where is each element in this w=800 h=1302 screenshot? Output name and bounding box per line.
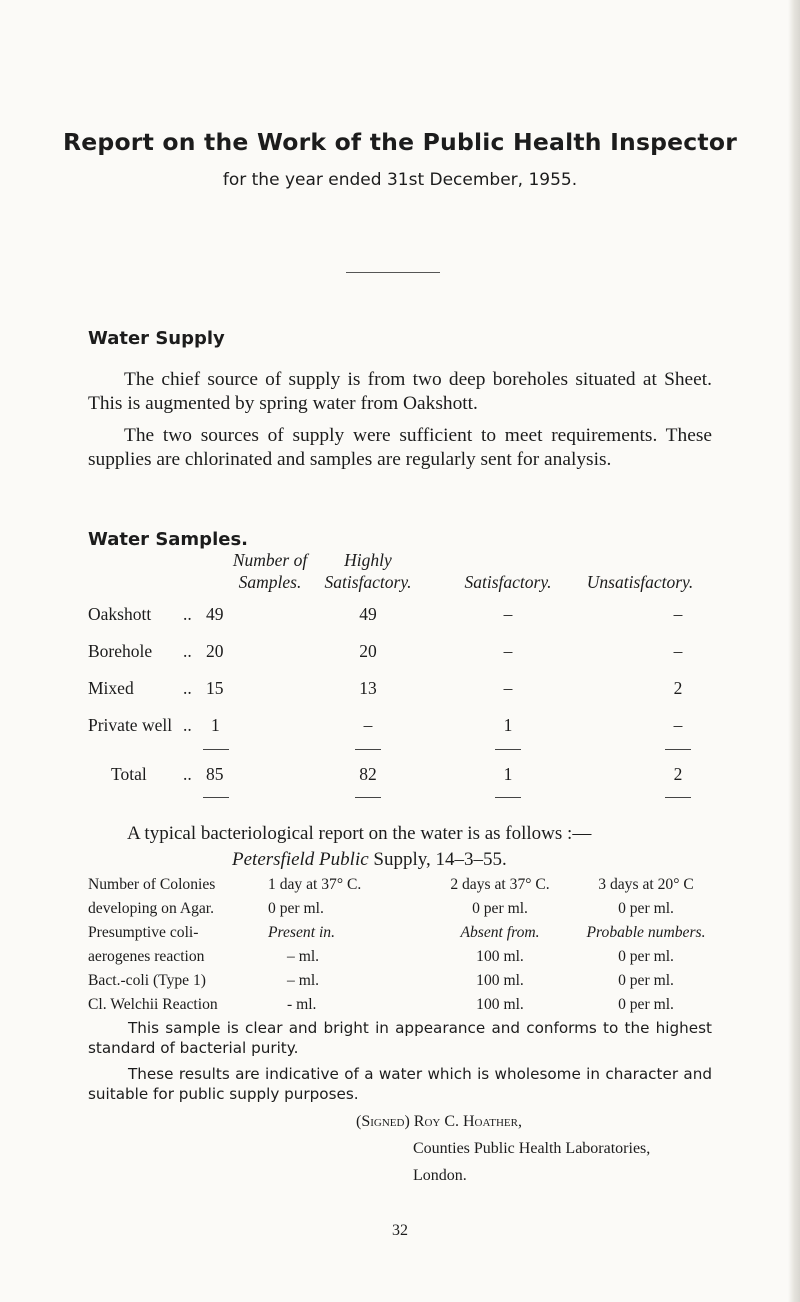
signature-organization: Counties Public Health Laboratories, xyxy=(413,1140,651,1157)
bact-col1: 1 day at 37° C. xyxy=(268,876,362,893)
bact-col1: Present in. xyxy=(268,924,335,941)
total-highly: 82 xyxy=(359,764,377,784)
bacteriology-source xyxy=(232,849,507,871)
water-supply-paragraph-1 xyxy=(88,368,712,416)
row-number: 49 xyxy=(206,604,224,624)
bact-col3: 0 per ml. xyxy=(618,972,674,989)
conclusion-paragraph-2-text: These results are indicative of a water which is wholesome in character and suitable for public supply purposes. xyxy=(88,1065,712,1103)
row-satisfactory: – xyxy=(503,641,513,661)
total-rule xyxy=(355,797,381,798)
bact-col2: 2 days at 37° C. xyxy=(450,876,550,893)
bact-col2: Absent from. xyxy=(460,924,540,941)
bact-col1: – ml. xyxy=(287,948,320,965)
total-number: 85 xyxy=(206,764,224,784)
page-edge-shadow xyxy=(788,0,800,1302)
bact-col3: 0 per ml. xyxy=(618,900,674,917)
bact-label: Number of Colonies xyxy=(88,876,216,893)
page-subtitle: for the year ended 31st December, 1955. xyxy=(222,170,578,190)
row-number: 1 xyxy=(211,715,220,735)
bact-col3: Probable numbers. xyxy=(586,924,706,941)
total-satisfactory: 1 xyxy=(503,764,513,784)
conclusion-paragraph-1 xyxy=(88,1018,712,1058)
signature-city: London. xyxy=(413,1167,467,1184)
bact-col3: 3 days at 20° C xyxy=(598,876,694,893)
row-dots: .. xyxy=(183,678,192,698)
total-dots: .. xyxy=(183,764,192,784)
total-rule xyxy=(203,797,229,798)
water-supply-paragraph-2-text: The two sources of supply were sufficient to meet requirements. These supplies are chlorinated and samples are regularly sent for analysis. xyxy=(88,425,712,470)
col-header-number-line1: Number of xyxy=(232,550,308,570)
total-rule xyxy=(495,749,521,750)
signature-name: (Signed) Roy C. Hoather, xyxy=(356,1113,522,1130)
page-number: 32 xyxy=(392,1222,408,1239)
water-supply-paragraph-1-text: The chief source of supply is from two deep boreholes situated at Sheet. This is augmented by spring water from Oakshott. xyxy=(88,369,712,414)
bact-col2: 100 ml. xyxy=(476,996,524,1013)
total-rule xyxy=(665,749,691,750)
title-divider xyxy=(346,272,440,273)
total-unsatisfactory: 2 xyxy=(673,764,683,784)
bact-col2: 0 per ml. xyxy=(472,900,528,917)
bact-col1: – ml. xyxy=(287,972,320,989)
row-satisfactory: 1 xyxy=(503,715,513,735)
water-supply-heading: Water Supply xyxy=(88,328,225,349)
col-header-highly-line1: Highly xyxy=(344,550,392,570)
water-samples-heading: Water Samples. xyxy=(88,529,248,550)
row-number: 20 xyxy=(206,641,224,661)
page-title: Report on the Work of the Public Health Inspector xyxy=(63,128,737,156)
bacteriology-source-rest: Supply, 14–3–55. xyxy=(373,849,507,870)
row-highly: – xyxy=(363,715,373,735)
row-dots: .. xyxy=(183,715,192,735)
bact-label: Cl. Welchii Reaction xyxy=(88,996,218,1013)
col-header-highly-line2: Satisfactory. xyxy=(324,572,412,592)
total-rule xyxy=(495,797,521,798)
col-header-satisfactory: Satisfactory. xyxy=(464,572,552,592)
total-rule xyxy=(355,749,381,750)
row-highly: 13 xyxy=(359,678,377,698)
row-highly: 20 xyxy=(359,641,377,661)
col-header-number-line2: Samples. xyxy=(238,572,302,592)
bact-col3: 0 per ml. xyxy=(618,948,674,965)
row-label: Mixed xyxy=(88,678,134,698)
row-satisfactory: – xyxy=(503,678,513,698)
water-supply-paragraph-2 xyxy=(88,424,712,472)
row-label: Borehole xyxy=(88,641,153,661)
row-unsatisfactory: 2 xyxy=(673,678,683,698)
total-rule xyxy=(665,797,691,798)
bact-col2: 100 ml. xyxy=(476,972,524,989)
bact-label: aerogenes reaction xyxy=(88,948,205,965)
row-label: Oakshott xyxy=(88,604,152,624)
bact-col1: - ml. xyxy=(287,996,317,1013)
bact-col3: 0 per ml. xyxy=(618,996,674,1013)
row-label: Private well xyxy=(88,715,173,735)
row-dots: .. xyxy=(183,604,192,624)
total-label: Total xyxy=(111,764,147,784)
col-header-unsatisfactory: Unsatisfactory. xyxy=(586,572,694,592)
row-number: 15 xyxy=(206,678,224,698)
row-unsatisfactory: – xyxy=(673,715,683,735)
bacteriology-source-italic: Petersfield Public xyxy=(232,849,369,870)
bacteriology-intro: A typical bacteriological report on the water is as follows :— xyxy=(127,823,592,844)
row-unsatisfactory: – xyxy=(673,604,683,624)
bact-label: Presumptive coli- xyxy=(88,924,199,941)
row-satisfactory: – xyxy=(503,604,513,624)
bact-label: Bact.-coli (Type 1) xyxy=(88,972,206,989)
row-unsatisfactory: – xyxy=(673,641,683,661)
bact-col1: 0 per ml. xyxy=(268,900,324,917)
conclusion-paragraph-1-text: This sample is clear and bright in appearance and conforms to the highest standard of bacterial purity. xyxy=(88,1019,712,1057)
conclusion-paragraph-2 xyxy=(88,1064,712,1104)
row-dots: .. xyxy=(183,641,192,661)
total-rule xyxy=(203,749,229,750)
row-highly: 49 xyxy=(359,604,377,624)
bact-label: developing on Agar. xyxy=(88,900,215,917)
bact-col2: 100 ml. xyxy=(476,948,524,965)
